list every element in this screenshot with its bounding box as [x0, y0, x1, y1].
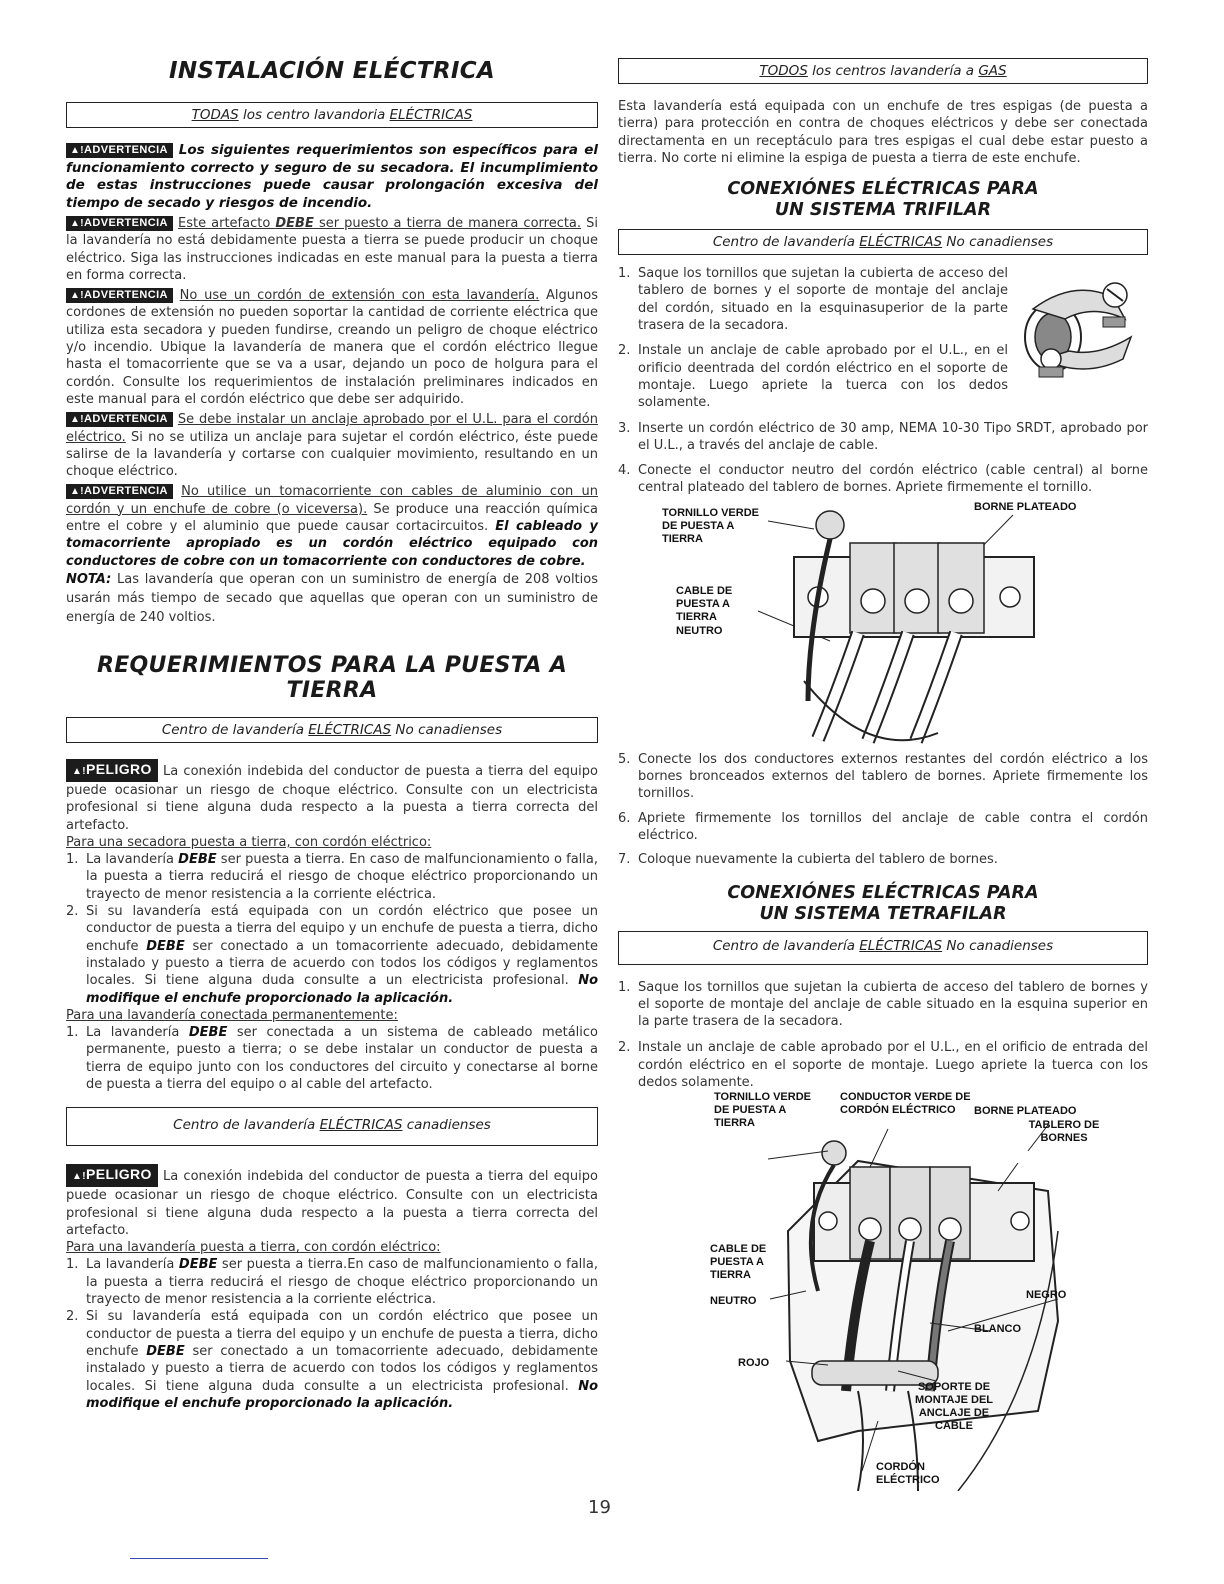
danger-triangle-icon: ▲!	[72, 1171, 87, 1183]
warning-badge: ▲!ADVERTENCIA	[66, 484, 173, 499]
warning-1	[66, 142, 598, 212]
scope-all: TODAS	[191, 107, 239, 123]
terminal-block-4wire-illustration	[618, 1091, 1148, 1491]
fig2-label-red: ROJO	[738, 1357, 770, 1370]
steps-3wire-a	[618, 265, 1148, 411]
list-item: 2. Si su lavandería está equipada con un cordón eléctrico que posee un conductor de puesta a tierra del equipo y un enchufe de puesta a tierra, dicho enchufe DEBE ser conectado a un tomacorriente adecuado, debidamente instalado y puesto a tierra de acuerdo con todos los códigos y reglamentos locales. Si tiene alguna duda consulte a un electricista profesional. No modifique el enchufe proporcionado la aplicación.	[66, 1309, 598, 1411]
scope-box-4wire: Centro de lavandería ELÉCTRICAS No canadienses	[618, 931, 1148, 965]
warning-triangle-icon: ▲!	[70, 486, 85, 498]
fig2-label-power-cord: CORDÓN ELÉCTRICO	[876, 1461, 940, 1487]
list-item: 2. Si su lavandería está equipada con un cordón eléctrico que posee un conductor de puesta a tierra del equipo y un enchufe de puesta a tierra, dicho enchufe DEBE ser conectado a un tomacorriente adecuado, debidamente instalado y puesto a tierra de acuerdo con todos los códigos y reglamentos locales. Si tiene alguna duda consulte a un electricista profesional. No modifique el enchufe proporcionado la aplicación.	[66, 904, 598, 1006]
steps-4wire	[618, 979, 1148, 1092]
fig2-label-ground-wire: CABLE DE PUESTA A TIERRA	[710, 1243, 767, 1282]
fig2-label-green-conductor: CONDUCTOR VERDE DE CORDÓN ELÉCTRICO	[840, 1091, 971, 1117]
warning-triangle-icon: ▲!	[70, 414, 85, 426]
scope-box-3wire: Centro de lavandería ELÉCTRICAS No canadienses	[618, 229, 1148, 255]
heading-3wire	[618, 179, 1148, 221]
left-column	[66, 58, 598, 1412]
right-column	[618, 58, 1148, 1491]
list-permanent	[66, 1024, 598, 1093]
fig1-label-green-screw: TORNILLO VERDE DE PUESTA A TIERRA	[662, 506, 759, 545]
list-item: 1. La lavandería DEBE ser puesta a tierra.En caso de malfuncionamiento o falla, la puesta a tierra reducirá el riesgo de choque eléctrico proporcionando un trayecto de menor resistencia a la corriente eléctrica.	[66, 1257, 598, 1308]
fig1-label-neutral: NEUTRO	[676, 624, 723, 637]
warning-badge: ▲!ADVERTENCIA	[66, 143, 173, 158]
danger-badge: ▲!PELIGRO	[66, 1164, 158, 1187]
page-title: INSTALACIÓN ELÉCTRICA	[169, 58, 495, 84]
warning-4: ▲!ADVERTENCIA Se debe instalar un anclaje aprobado por el U.L. para el cordón eléctrico. Si no se utiliza un anclaje para sujetar el cordón eléctrico, éste puede salirse de la lavandería y cortarse con cualquier movimiento, resultando en un choque eléctrico.	[66, 412, 598, 480]
danger-triangle-icon: ▲!	[72, 765, 87, 777]
warning-triangle-icon: ▲!	[70, 290, 85, 302]
scope-box-electric-non-canadian: Centro de lavandería ELÉCTRICAS No canadienses	[66, 717, 598, 743]
list-item: 1. La lavandería DEBE ser conectada a un sistema de cableado metálico permanente, puesto a tierra; o se debe instalar un conductor de puesta a tierra de equipo junto con los conductores del circuito y conectarse al borne de puesta a tierra del equipo o al cable del artefacto.	[66, 1025, 599, 1092]
warning-triangle-icon: ▲!	[70, 218, 85, 229]
list-cord	[66, 851, 598, 1007]
warning-3: ▲!ADVERTENCIA No use un cordón de extensión con esta lavandería. Algunos cordones de extensión no pueden soportar la cantidad de corriente eléctrica que utiliza esta secadora y pueden fundirse, creando un peligro de choque eléctrico y/o incendio. Ubique la lavandería de manera que el cordón eléctrico llegue hasta el tomacorriente que se va a usar, dejando un poco de holgura para el cordón. Consulte los requerimientos de instalación preliminares indicados en este manual para el cordón eléctrico que debe ser adquirido.	[66, 288, 598, 407]
heading-4wire-l1: CONEXIÓNES ELÉCTRICAS PARA	[727, 882, 1039, 903]
fig2-label-neutral: NEUTRO	[710, 1295, 757, 1308]
list-item: 1. Saque los tornillos que sujetan la cubierta de acceso del tablero de bornes y el soporte de montaje del anclaje del cordón, situado en la esquinasuperior de la parte trasera de la secadora.	[618, 266, 1008, 334]
list-item: 6. Apriete firmemente los tornillos del anclaje de cable contra el cordón eléctrico.	[618, 810, 1148, 843]
subheading-cord-canadian: Para una lavandería puesta a tierra, con cordón eléctrico:	[66, 1240, 441, 1256]
subheading-cord: Para una secadora puesta a tierra, con cordón eléctrico:	[66, 834, 432, 850]
danger-2: ▲!PELIGRO La conexión indebida del conductor de puesta a tierra del equipo puede ocasionar un riesgo de choque eléctrico. Consulte con un electricista profesional si tiene alguna duda respecto a la puesta a tierra correcta del artefacto.	[66, 1166, 598, 1238]
gas-text: Esta lavandería está equipada con un enchufe de tres espigas (de puesta a tierra) para protección en contra de choques eléctricos y debe ser conectada directamenta en un receptáculo para tres espigas el cual debe estar puesto a tierra. No corte ni elimine la espiga de puesta a tierra de este enchufe.	[618, 99, 1148, 166]
list-item: 1. Saque los tornillos que sujetan la cubierta de acceso del tablero de bornes y el soporte de montaje del anclaje de cable situado en la esquina superior en la parte trasera de la secadora.	[618, 979, 1148, 1030]
heading-3wire-l1: CONEXIÓNES ELÉCTRICAS PARA	[727, 179, 1039, 200]
warning-5: ▲!ADVERTENCIA No utilice un tomacorriente con cables de aluminio con un cordón y un enchufe de cobre (o viceversa). Se produce una reacción química entre el cobre y el aluminio que puede causar cortacircuitos. El cableado y tomacorriente apropiado es un cordón eléctrico equipado con conductores de cobre con un tomacorriente con conductores de cobre.	[66, 484, 598, 569]
list-cord-canadian	[66, 1256, 598, 1412]
figure-4wire	[618, 1091, 1148, 1491]
warning-badge: ▲!ADVERTENCIA	[66, 216, 173, 231]
danger-badge: ▲!PELIGRO	[66, 759, 158, 782]
scope-mid: los centro lavandoria	[238, 107, 390, 123]
grounding-title: REQUERIMIENTOS PARA LA PUESTA A TIERRA	[96, 652, 568, 703]
fig1-label-ground-wire: CABLE DE PUESTA A TIERRA	[676, 584, 733, 623]
heading-4wire	[618, 883, 1148, 925]
steps-3wire-c	[618, 751, 1148, 869]
danger-1: ▲!PELIGRO La conexión indebida del conductor de puesta a tierra del equipo puede ocasionar un riesgo de choque eléctrico. Consulte con un electricista profesional si tiene alguna duda respecto a la puesta a tierra correcta del artefacto.	[66, 760, 598, 833]
heading-3wire-l2: UN SISTEMA TRIFILAR	[774, 200, 992, 221]
fig1-label-silver-terminal: BORNE PLATEADO	[974, 500, 1077, 513]
warning-2: ▲!ADVERTENCIA Este artefacto DEBE ser puesto a tierra de manera correcta. Si la lavandería no está debidamente puesta a tierra se puede producir un choque eléctrico. Siga las instrucciones indicadas en este manual para la puesta a tierra en forma correcta.	[66, 216, 598, 283]
warning-badge: ▲!ADVERTENCIA	[66, 288, 173, 303]
subheading-permanent: Para una lavandería conectada permanentemente:	[66, 1007, 398, 1023]
warning-triangle-icon: ▲!	[70, 145, 85, 156]
figure-3wire	[618, 501, 1148, 749]
list-item: 5. Conecte los dos conductores externos restantes del cordón eléctrico a los bornes bronceados externos del tablero de bornes. Apriete firmemente los tornillos.	[618, 751, 1148, 802]
fig2-label-mounting-bracket: SOPORTE DE MONTAJE DEL ANCLAJE DE CABLE	[914, 1381, 994, 1433]
scope-box-electric-canadian: Centro de lavandería ELÉCTRICAS canadienses	[66, 1107, 598, 1146]
scope-box-electric	[66, 102, 598, 128]
scope-electric: ELÉCTRICAS	[389, 107, 473, 123]
warning-badge: ▲!ADVERTENCIA	[66, 412, 173, 427]
fig2-label-green-screw: TORNILLO VERDE DE PUESTA A TIERRA	[714, 1091, 811, 1130]
fig2-label-black: NEGRO	[1026, 1289, 1067, 1302]
heading-4wire-l2: UN SISTEMA TETRAFILAR	[759, 903, 1007, 924]
list-item: 7. Coloque nuevamente la cubierta del tablero de bornes.	[618, 852, 998, 868]
footer-rule	[130, 1558, 268, 1559]
list-item: 4. Conecte el conductor neutro del cordón eléctrico (cable central) al borne central plateado del tablero de bornes. Apriete firmemente el tornillo.	[618, 463, 1148, 496]
terminal-block-3wire-illustration	[618, 501, 1148, 749]
scope-box-gas: TODOS los centros lavandería a GAS	[618, 58, 1148, 84]
page-number: 19	[588, 1497, 611, 1518]
fig2-label-silver-terminal: BORNE PLATEADO	[974, 1105, 1077, 1118]
list-item: 3. Inserte un cordón eléctrico de 30 amp, NEMA 10-30 Tipo SRDT, aprobado por el U.L., a través del anclaje de cable.	[618, 420, 1148, 453]
cable-clamp-illustration	[1003, 259, 1148, 389]
warning-1-text: Los siguientes requerimientos son específicos para el funcionamiento correcto y seguro de su secadora. El incumplimiento de estas instrucciones puede causar prolongación excesiva del tiempo de secado y riesgos de incendio.	[66, 142, 598, 211]
fig2-label-terminal-block: TABLERO DE BORNES	[1028, 1119, 1100, 1145]
steps-3wire-b	[618, 420, 1148, 497]
nota: NOTA: Las lavandería que operan con un suministro de energía de 208 voltios usarán más tiempo de secado que aquellas que operan con un suministro de energía de 240 voltios.	[66, 571, 598, 625]
list-item: 2. Instale un anclaje de cable aprobado por el U.L., en el orificio de entrada del cordón eléctrico en el soporte de montaje. Luego apriete la tuerca con los dedos solamente.	[618, 1040, 1148, 1091]
list-item: 2. Instale un anclaje de cable aprobado por el U.L., en el orificio deentrada del cordón eléctrico en el soporte de montaje. Luego apriete la tuerca con los dedos solamente.	[618, 343, 1008, 411]
list-item: 1. La lavandería DEBE ser puesta a tierra. En caso de malfuncionamiento o falla, la puesta a tierra reducirá el riesgo de choque eléctrico proporcionando un trayecto de menor resistencia a la corriente eléctrica.	[66, 852, 599, 902]
fig2-label-white: BLANCO	[974, 1323, 1022, 1336]
